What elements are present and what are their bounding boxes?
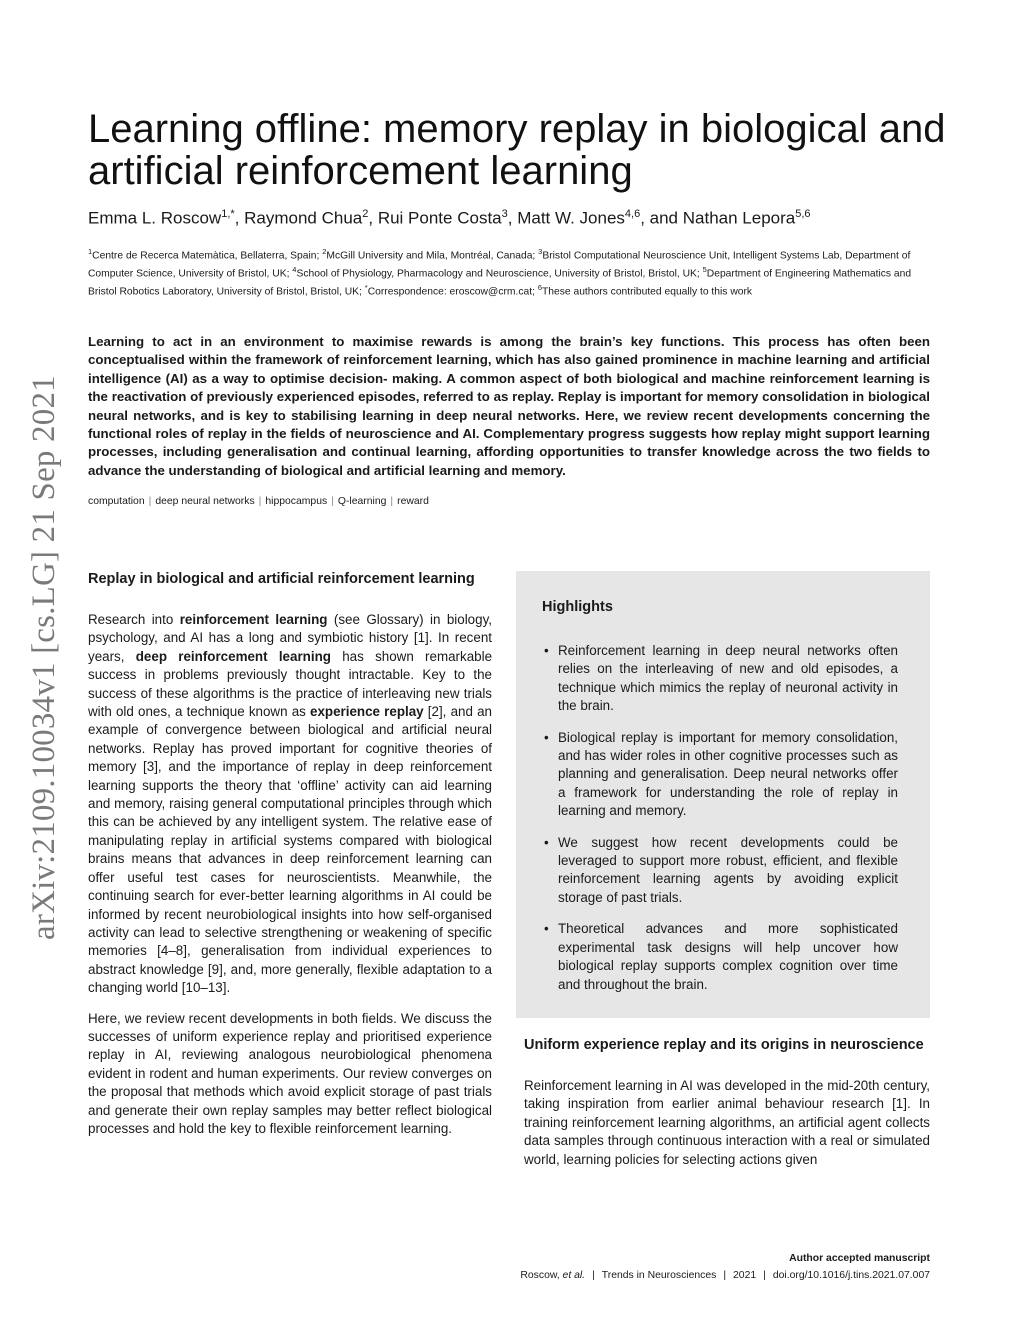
citation-footer: Roscow, et al. | Trends in Neurosciences | 2021 | doi.org/10.1016/j.tins.2021.07.007 <box>520 1270 930 1281</box>
paper-title: Learning offline: memory replay in biological and artificial reinforcement learning <box>88 107 946 193</box>
author-affiliation-mark: 5,6 <box>795 208 811 220</box>
keyword-separator: | <box>148 496 152 507</box>
keyword-list <box>88 496 429 507</box>
author-affiliation-mark: 4,6 <box>624 208 641 220</box>
affiliation-mark: 4 <box>292 265 297 275</box>
glossary-term: experience replay <box>310 704 424 720</box>
author-affiliation-mark: 2 <box>362 208 369 220</box>
highlight-item <box>544 642 898 716</box>
highlight-text: Biological replay is important for memory consolidation, and has wider roles in other cognitive processes such as planning and generalisation. Deep neural networks offer a framework for understanding the role of replay in learning and memory. <box>558 729 898 819</box>
highlight-text: Theoretical advances and more sophisticated experimental task designs will help uncover how biological replay supports complex cognition over time and throughout the brain. <box>558 921 898 992</box>
keyword-separator: | <box>331 496 334 507</box>
author-list: Emma L. Roscow$^{1,*}$, Raymond Chua$^2$, Rui Ponte Costa$^3$, Matt W. Jones$^{4,6}$, and Nathan Lepora$^{5,6}$ <box>88 208 811 228</box>
left-column <box>88 569 492 1138</box>
highlight-text: Reinforcement learning in deep neural networks often relies on the interleaving of new and old episodes, a technique which mimics the replay of neuronal activity in the brain. <box>558 643 898 714</box>
affiliation-text: McGill University and Mila, Montréal, Canada; <box>326 250 539 262</box>
glossary-term: deep reinforcement learning <box>135 648 331 664</box>
author-name: Emma L. Roscow <box>88 208 222 228</box>
footer-year: 2021 <box>733 1270 757 1281</box>
affiliation-mark: 3 <box>538 247 543 256</box>
keyword: hippocampus <box>265 496 328 507</box>
author-name: Raymond Chua <box>244 208 363 228</box>
glossary-term: reinforcement learning <box>179 612 328 627</box>
highlights-list <box>544 642 898 1007</box>
keyword: computation <box>88 496 145 507</box>
right-column-section <box>524 1035 930 1169</box>
highlight-text: We suggest how recent developments could be leveraged to support more robust, efficient, and flexible reinforcement learning agents by avoiding explicit storage of past trials. <box>558 834 898 905</box>
footer-authors: Roscow, <box>520 1270 563 1281</box>
bullet-icon: • <box>544 834 549 850</box>
keyword-separator: | <box>258 496 262 507</box>
text-run: Research into <box>88 612 180 627</box>
affiliation-text: School of Physiology, Pharmacology and Neuroscience, University of Bristol, Bristol, UK; <box>296 268 703 280</box>
text-run: has shown remarkable success in problems previously thought intractable. Key to the success of these algorithms is the practice of interleaving new trials with old ones, a technique known as <box>88 648 493 720</box>
section-paragraph-1 <box>88 611 492 998</box>
footer-et-al: et al. <box>562 1270 586 1281</box>
affiliation-text: Correspondence: eroscow@crm.cat; <box>367 286 538 298</box>
affiliation-text: These authors contributed equally to this work <box>542 286 753 298</box>
author-affiliation-mark: 3 <box>501 208 508 220</box>
affiliation-text: Department of Engineering Mathematics and Bristol Robotics Laboratory, University of Bristol, Bristol, UK; <box>88 268 912 298</box>
highlights-box <box>516 571 930 1018</box>
author-affiliation-mark: 1,* <box>221 208 235 220</box>
section-heading-uniform-replay: Uniform experience replay and its origins in neuroscience <box>524 1037 924 1053</box>
bullet-icon: • <box>544 643 549 658</box>
author-name: Nathan Lepora <box>682 208 796 228</box>
section-paragraph-3: Reinforcement learning in AI was developed in the mid-20th century, taking inspiration from earlier animal behaviour research [1]. In training reinforcement learning algorithms, an artificial agent collects data samples through continuous interaction with a real or simulated world, learning policies for selecting actions given <box>524 1078 930 1167</box>
bullet-icon: • <box>544 729 549 745</box>
affiliation-mark: 1 <box>88 247 93 256</box>
affiliation-mark: 6 <box>537 283 542 293</box>
affiliation-mark: 5 <box>702 265 707 275</box>
affiliation-text: Centre de Recerca Matemàtica, Bellaterra, Spain; <box>92 250 323 262</box>
keyword: deep neural networks <box>155 496 255 507</box>
highlights-title: Highlights <box>542 599 613 615</box>
highlight-item <box>544 729 898 821</box>
affiliation-mark: 2 <box>322 247 327 256</box>
abstract: Learning to act in an environment to maximise rewards is among the brain’s key functions. This process has often been conceptualised within the framework of reinforcement learning, which has also gained prominence in machine learning and artificial intelligence (AI) as a way to optimise decision- making. A common aspect of both biological and machine reinforcement learning is the reactivation of previously experienced episodes, referred to as replay. Replay is important for memory consolidation in biological neural networks, and is key to stabilising learning in deep neural networks. Here, we review recent developments concerning the functional roles of replay in the fields of neuroscience and AI. Complementary progress suggests how replay might support learning processes, including generalisation and continual learning, affording opportunities to transfer knowledge across the two fields to advance the understanding of biological and artificial learning and memory. <box>88 334 930 478</box>
text-run: (see Glossary) in biology, psychology, and AI has a long and symbiotic history [1]. In recent years, <box>88 612 492 664</box>
keyword: reward <box>397 496 429 507</box>
footer-doi-link[interactable]: doi.org/10.1016/j.tins.2021.07.007 <box>772 1270 930 1281</box>
keyword: Q-learning <box>337 496 387 507</box>
text-run: [2], and an example of convergence between biological and artificial neural networks. Replay has proved important for cognitive theories of memory [3], and the importance of replay in deep reinforcement learning supports the theory that ‘offline’ activity can aid learning and memory, raising general computational principles through which this can be achieved by any intelligent system. The relative ease of manipulating replay in artificial systems compared with biological brains means that advances in deep reinforcement learning can offer useful test cases for neuroscientists. Meanwhile, the continuing search for ever-better learning algorithms in AI could be informed by recent neurobiological insights into how self-organised activity can lead to selective strengthening or weakening of specific memories [4–8], generalisation from individual experiences to abstract knowledge [9], and, more generally, flexible adaptation to a changing world [10–13]. <box>88 704 492 996</box>
section-heading-replay: Replay in biological and artificial reinforcement learning <box>88 571 475 587</box>
author-name: Rui Ponte Costa <box>377 208 502 228</box>
affiliation-text: Bristol Computational Neuroscience Unit, Intelligent Systems Lab, Department of Computer Science, University of Bristol, UK; <box>88 250 911 280</box>
bullet-icon: • <box>544 921 549 937</box>
highlight-item <box>544 920 898 994</box>
affiliation-mark: * <box>364 283 368 293</box>
author-name: Matt W. Jones <box>517 208 625 228</box>
keyword-separator: | <box>390 496 394 507</box>
section-paragraph-2: Here, we review recent developments in both fields. We discuss the successes of uniform experience replay and prioritised experience replay in AI, reviewing analogous neurobiological phenomena evident in rodent and human experiments. Our review converges on the proposal that methods which avoid explicit storage of past trials and generate their own replay samples may better reflect biological processes and hold the key to flexible reinforcement learning. <box>88 1010 492 1136</box>
affiliations <box>88 245 936 299</box>
highlight-item <box>544 834 898 908</box>
manuscript-status: Author accepted manuscript <box>789 1253 930 1264</box>
footer-journal: Trends in Neurosciences <box>601 1270 717 1281</box>
arxiv-side-stamp: arXiv:2109.10034v1 [cs.LG] 21 Sep 2021 <box>26 375 62 940</box>
